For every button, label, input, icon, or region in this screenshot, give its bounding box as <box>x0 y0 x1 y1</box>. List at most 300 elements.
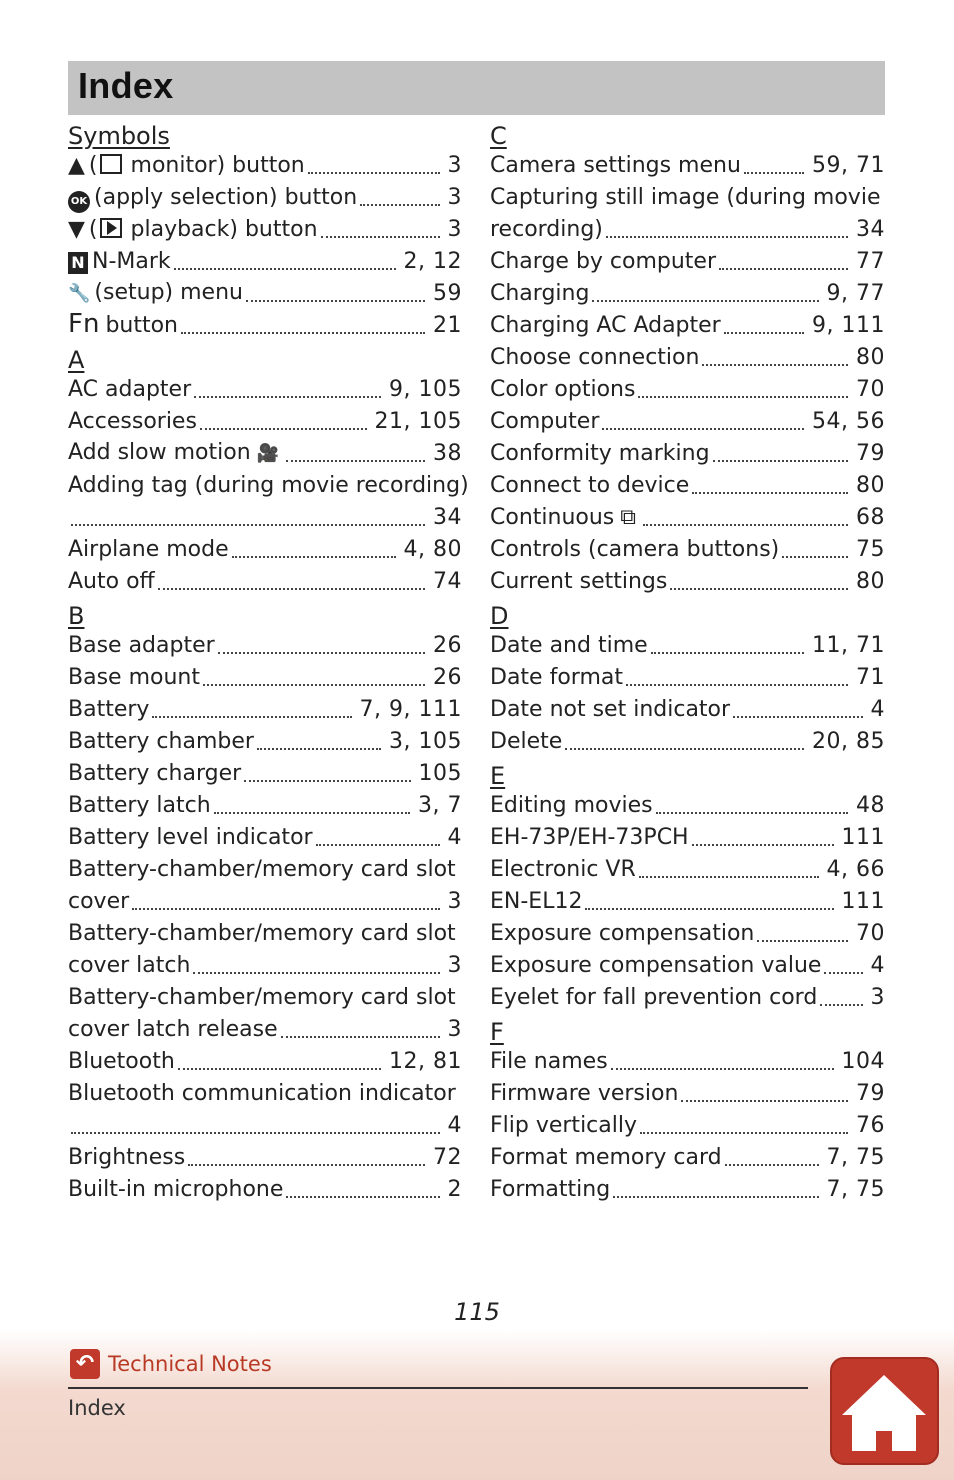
index-entry[interactable] <box>490 470 885 502</box>
index-entry-text: Firmware version <box>490 1081 679 1106</box>
dot-leader <box>670 588 848 590</box>
page-reference[interactable]: 7, 75 <box>826 1145 885 1170</box>
index-entry-label <box>490 1174 610 1206</box>
index-entry-text: Date and time <box>490 633 648 658</box>
section-link[interactable]: Technical Notes <box>108 1352 272 1376</box>
breadcrumb: Index <box>68 1396 126 1420</box>
page-reference[interactable]: 34 <box>433 505 462 530</box>
index-entry-label <box>490 502 640 534</box>
index-entry[interactable] <box>490 630 885 662</box>
index-entry-label <box>490 790 653 822</box>
index-entry-label <box>490 182 880 214</box>
index-entry-label <box>68 1142 185 1174</box>
section-heading <box>490 598 885 630</box>
index-entry-text: Battery-chamber/memory card slot <box>68 985 456 1010</box>
page-reference[interactable]: 80 <box>856 569 885 594</box>
index-entry[interactable] <box>68 630 462 662</box>
dot-leader <box>203 684 425 686</box>
dot-leader <box>71 1132 440 1134</box>
index-entry[interactable] <box>490 950 885 982</box>
index-entry-text: ( <box>88 153 98 178</box>
page-reference[interactable]: 111 <box>841 889 885 914</box>
index-entry[interactable] <box>490 982 885 1014</box>
index-entry-text: N-Mark <box>92 249 171 274</box>
dot-leader <box>733 716 862 718</box>
index-entry[interactable] <box>490 374 885 406</box>
dot-leader <box>639 876 819 878</box>
dot-leader <box>643 524 848 526</box>
index-entry-label <box>68 758 241 790</box>
index-entry[interactable] <box>68 150 462 182</box>
index-entry-text: Format memory card <box>490 1145 722 1170</box>
dot-leader <box>132 908 439 910</box>
page-reference[interactable]: 104 <box>841 1049 885 1074</box>
index-entry <box>68 854 462 886</box>
page-reference[interactable]: 71 <box>856 665 885 690</box>
index-entry <box>68 1078 462 1110</box>
index-entry-text: Capturing still image (during movie <box>490 185 881 210</box>
index-entry[interactable] <box>68 278 462 310</box>
dot-leader <box>719 268 848 270</box>
dot-leader <box>702 364 848 366</box>
page-reference[interactable]: 75 <box>856 537 885 562</box>
home-button[interactable] <box>830 1357 939 1465</box>
page-reference[interactable]: 7, 9, 111 <box>359 697 462 722</box>
dot-leader <box>602 428 804 430</box>
index-entry[interactable] <box>68 406 462 438</box>
index-entry[interactable] <box>68 438 462 470</box>
dot-leader <box>281 1036 440 1038</box>
index-entry[interactable] <box>68 1110 462 1142</box>
index-entry-text: Camera settings menu <box>490 153 741 178</box>
index-entry-label <box>490 726 562 758</box>
index-entry-label <box>68 1078 456 1110</box>
dot-leader <box>232 556 396 558</box>
section-heading-text: C <box>490 122 507 150</box>
index-entry-label <box>68 214 318 246</box>
dot-leader <box>246 300 425 302</box>
index-entry-label <box>68 662 200 694</box>
page-reference[interactable]: 4 <box>870 953 885 978</box>
index-entry-text: Built-in microphone <box>68 1177 284 1202</box>
dot-leader <box>640 1132 848 1134</box>
index-entry-label <box>490 214 603 246</box>
index-entry-text: Airplane mode <box>68 537 229 562</box>
index-entry-label <box>68 886 129 918</box>
index-entry-label <box>490 950 821 982</box>
page-reference[interactable]: 21 <box>433 313 462 338</box>
n-mark-icon: N <box>68 252 88 274</box>
index-entry-label <box>68 470 469 502</box>
index-entry[interactable] <box>490 150 885 182</box>
index-entry-label <box>68 726 254 758</box>
dot-leader <box>656 812 848 814</box>
index-entry-text: EH-73P/EH-73PCH <box>490 825 689 850</box>
index-entry[interactable] <box>490 886 885 918</box>
dot-leader <box>316 844 440 846</box>
index-entry[interactable] <box>490 790 885 822</box>
index-entry-text: Battery-chamber/memory card slot <box>68 921 456 946</box>
page-reference[interactable]: 3 <box>447 153 462 178</box>
index-entry-label <box>68 182 357 214</box>
page-reference[interactable]: 77 <box>856 249 885 274</box>
index-entry-label <box>68 566 155 598</box>
dot-leader <box>178 1068 381 1070</box>
index-entry-text: Base adapter <box>68 633 215 658</box>
index-entry-text: Brightness <box>68 1145 186 1170</box>
page-reference[interactable]: 4 <box>870 697 885 722</box>
page-reference[interactable]: 76 <box>856 1113 885 1138</box>
page-reference[interactable]: 54, 56 <box>812 409 885 434</box>
dot-leader <box>286 460 425 462</box>
index-entry-label <box>490 1142 722 1174</box>
index-entry[interactable] <box>68 790 462 822</box>
index-entry-text: (apply selection) button <box>94 185 358 210</box>
page-reference[interactable]: 7, 75 <box>826 1177 885 1202</box>
index-entry[interactable] <box>490 1046 885 1078</box>
index-entry[interactable] <box>68 1174 462 1206</box>
index-entry-label <box>68 277 243 310</box>
page-reference[interactable]: 74 <box>433 569 462 594</box>
index-entry-label <box>490 918 754 950</box>
index-entry-label <box>490 822 689 854</box>
page-reference[interactable]: 9, 111 <box>812 313 885 338</box>
index-entry-text-cont: monitor) button <box>123 153 305 178</box>
index-entry[interactable] <box>68 758 462 790</box>
index-entry-text: Controls (camera buttons) <box>490 537 780 562</box>
index-entry-text: Bluetooth <box>68 1049 175 1074</box>
index-entry-text-cont: playback) button <box>123 217 318 242</box>
index-entry[interactable] <box>490 278 885 310</box>
index-entry[interactable] <box>490 534 885 566</box>
page-reference[interactable]: 105 <box>418 761 462 786</box>
index-entry-label <box>490 406 599 438</box>
dot-leader <box>613 1196 818 1198</box>
index-entry-label <box>68 150 305 182</box>
back-arrow-icon[interactable]: ↶ <box>70 1349 100 1379</box>
index-entry-label <box>490 342 699 374</box>
index-entry-label <box>490 150 741 182</box>
section-heading <box>68 598 462 630</box>
index-entry[interactable] <box>68 662 462 694</box>
index-entry-label <box>68 1174 283 1206</box>
page-reference[interactable]: 59 <box>433 281 462 306</box>
index-entry-label <box>490 246 716 278</box>
movie-camera-icon: 🎥 <box>256 443 280 464</box>
page-number: 115 <box>454 1298 500 1326</box>
index-entry[interactable] <box>68 182 462 214</box>
index-entry <box>490 182 885 214</box>
index-entry[interactable] <box>68 1046 462 1078</box>
index-entry-text: Charging <box>490 281 590 306</box>
index-entry[interactable] <box>490 1142 885 1174</box>
page-reference[interactable]: 3 <box>447 1017 462 1042</box>
index-entry-label <box>490 470 689 502</box>
index-entry[interactable] <box>490 1110 885 1142</box>
page-reference[interactable]: 70 <box>856 921 885 946</box>
index-entry-text: Base mount <box>68 665 200 690</box>
index-entry-text: recording) <box>490 217 603 242</box>
page-reference[interactable]: 34 <box>856 217 885 242</box>
index-entry-label <box>68 534 229 566</box>
index-entry-label <box>490 662 623 694</box>
page-reference[interactable]: 20, 85 <box>812 729 885 754</box>
dot-leader <box>692 492 848 494</box>
down-triangle-icon: ▼ <box>68 217 85 242</box>
index-entry-label <box>68 374 191 406</box>
index-entry[interactable] <box>490 726 885 758</box>
dot-leader <box>286 1196 439 1198</box>
index-entry[interactable] <box>68 246 462 278</box>
dot-leader <box>193 972 439 974</box>
page-reference[interactable]: 3 <box>447 953 462 978</box>
page-reference[interactable]: 72 <box>433 1145 462 1170</box>
index-entry[interactable] <box>490 438 885 470</box>
index-entry[interactable] <box>490 822 885 854</box>
section-heading-text: F <box>490 1018 504 1046</box>
dot-leader <box>308 172 440 174</box>
page-reference[interactable]: 3 <box>447 185 462 210</box>
page-reference[interactable]: 3 <box>447 217 462 242</box>
page-reference[interactable]: 11, 71 <box>812 633 885 658</box>
page-reference[interactable]: 80 <box>856 345 885 370</box>
index-entry[interactable] <box>490 214 885 246</box>
page-reference[interactable]: 68 <box>856 505 885 530</box>
index-entry[interactable] <box>68 726 462 758</box>
section-heading-text: E <box>490 762 506 790</box>
dot-leader <box>214 812 410 814</box>
section-heading-text: D <box>490 602 509 630</box>
index-entry-text: Current settings <box>490 569 668 594</box>
index-entry-label <box>490 374 635 406</box>
index-entry-text: Computer <box>490 409 600 434</box>
page-reference[interactable]: 70 <box>856 377 885 402</box>
page-reference[interactable]: 4, 66 <box>826 857 885 882</box>
index-entry-text: cover latch <box>68 953 191 978</box>
page-reference[interactable]: 2 <box>447 1177 462 1202</box>
index-entry-text: cover <box>68 889 130 914</box>
index-entry-text: Color options <box>490 377 636 402</box>
index-entry-text: Flip vertically <box>490 1113 637 1138</box>
index-entry[interactable] <box>490 918 885 950</box>
dot-leader <box>824 972 862 974</box>
page-reference[interactable]: 38 <box>433 441 462 466</box>
section-heading <box>68 342 462 374</box>
page-reference[interactable]: 4 <box>447 1113 462 1138</box>
index-entry-text: Exposure compensation <box>490 921 755 946</box>
index-entry-text: button <box>105 313 179 338</box>
dot-leader <box>820 1004 862 1006</box>
dot-leader <box>606 236 848 238</box>
up-triangle-icon: ▲ <box>68 153 85 178</box>
index-entry-text: Delete <box>490 729 563 754</box>
index-entry-text: Exposure compensation value <box>490 953 822 978</box>
index-entry-text: cover latch release <box>68 1017 278 1042</box>
index-entry-text: Continuous <box>490 505 615 530</box>
dot-leader <box>757 940 848 942</box>
section-heading-text: B <box>68 602 85 630</box>
wrench-icon: 🔧 <box>68 283 91 304</box>
page-reference[interactable]: 9, 77 <box>826 281 885 306</box>
index-entry-text: AC adapter <box>68 377 192 402</box>
index-entry-text: Date format <box>490 665 623 690</box>
index-entry-label <box>490 278 589 310</box>
page-reference[interactable]: 9, 105 <box>389 377 462 402</box>
dot-leader <box>194 396 381 398</box>
index-entry-text: Auto off <box>68 569 155 594</box>
page-reference[interactable]: 3, 105 <box>389 729 462 754</box>
dot-leader <box>174 268 396 270</box>
index-entry[interactable] <box>68 310 462 342</box>
page-reference[interactable]: 59, 71 <box>812 153 885 178</box>
index-entry[interactable] <box>490 662 885 694</box>
index-entry-label <box>490 1046 608 1078</box>
dot-leader <box>724 332 804 334</box>
index-entry-text: Battery <box>68 697 150 722</box>
monitor-icon <box>100 154 122 174</box>
page-reference[interactable]: 26 <box>433 633 462 658</box>
dot-leader <box>257 748 381 750</box>
dot-leader <box>692 844 834 846</box>
index-entry-text: Adding tag (during movie recording) <box>68 473 469 498</box>
index-entry[interactable] <box>68 950 462 982</box>
index-entry-text: Battery level indicator <box>68 825 313 850</box>
page-reference[interactable]: 2, 12 <box>403 249 462 274</box>
ok-icon: OK <box>68 191 90 213</box>
index-entry-text: Choose connection <box>490 345 700 370</box>
playback-icon <box>100 218 122 238</box>
section-heading-text: A <box>68 346 85 374</box>
dot-leader <box>713 460 848 462</box>
dot-leader <box>181 332 425 334</box>
index-entry-label <box>68 822 313 854</box>
index-column-right <box>490 118 885 1206</box>
index-entry[interactable] <box>490 342 885 374</box>
continuous-shooting-icon: ⧉ <box>620 505 636 530</box>
index-entry-label <box>68 950 190 982</box>
index-entry-label <box>490 438 710 470</box>
index-entry-label <box>68 790 211 822</box>
index-entry-label <box>490 886 582 918</box>
page-reference[interactable]: 26 <box>433 665 462 690</box>
footer-divider <box>68 1387 808 1389</box>
dot-leader <box>611 1068 834 1070</box>
index-entry-text: Battery chamber <box>68 729 254 754</box>
index-entry-text: Bluetooth communication indicator <box>68 1081 456 1106</box>
index-entry[interactable] <box>490 406 885 438</box>
page-reference[interactable]: 4 <box>447 825 462 850</box>
page-reference[interactable]: 80 <box>856 473 885 498</box>
section-heading <box>490 118 885 150</box>
index-entry[interactable] <box>490 694 885 726</box>
index-entry-label <box>490 310 721 342</box>
index-entry[interactable] <box>68 886 462 918</box>
dot-leader <box>152 716 351 718</box>
index-entry-text: Charge by computer <box>490 249 717 274</box>
index-entry-text: Battery-chamber/memory card slot <box>68 857 456 882</box>
index-column-left <box>68 118 469 1206</box>
dot-leader <box>321 236 440 238</box>
page-reference[interactable]: 21, 105 <box>374 409 462 434</box>
dot-leader <box>158 588 425 590</box>
index-entry[interactable] <box>68 534 462 566</box>
page-reference[interactable]: 12, 81 <box>389 1049 462 1074</box>
index-entry-label <box>490 566 667 598</box>
index-entry-text: Electronic VR <box>490 857 636 882</box>
index-entry[interactable] <box>68 374 462 406</box>
dot-leader <box>71 524 425 526</box>
index-entry-label <box>68 694 149 726</box>
dot-leader <box>782 556 848 558</box>
index-entry[interactable] <box>68 822 462 854</box>
page-reference[interactable]: 48 <box>856 793 885 818</box>
index-entry-text: Eyelet for fall prevention cord <box>490 985 818 1010</box>
page-reference[interactable]: 111 <box>841 825 885 850</box>
dot-leader <box>638 396 848 398</box>
index-entry[interactable] <box>490 246 885 278</box>
index-entry[interactable] <box>68 214 462 246</box>
index-entry-label <box>68 918 456 950</box>
dot-leader <box>218 652 425 654</box>
index-entry[interactable] <box>490 1078 885 1110</box>
index-entry-text: Charging AC Adapter <box>490 313 721 338</box>
index-entry[interactable] <box>68 502 462 534</box>
index-entry-label <box>68 437 283 470</box>
dot-leader <box>681 1100 848 1102</box>
page-reference[interactable]: 3 <box>447 889 462 914</box>
dot-leader <box>592 300 818 302</box>
index-entry-label <box>490 534 779 566</box>
dot-leader <box>725 1164 819 1166</box>
page-reference[interactable]: 4, 80 <box>403 537 462 562</box>
index-entry[interactable] <box>490 854 885 886</box>
index-entry[interactable] <box>490 1174 885 1206</box>
index-entry[interactable] <box>68 694 462 726</box>
index-entry-label <box>490 854 636 886</box>
index-entry-label <box>68 1046 175 1078</box>
index-entry[interactable] <box>490 310 885 342</box>
page-reference[interactable]: 3 <box>870 985 885 1010</box>
index-entry[interactable] <box>68 1014 462 1046</box>
page-reference[interactable]: 3, 7 <box>418 793 462 818</box>
index-entry-label <box>68 406 197 438</box>
index-entry-text: Editing movies <box>490 793 653 818</box>
index-entry[interactable] <box>490 566 885 598</box>
index-entry[interactable] <box>68 566 462 598</box>
home-icon <box>832 1359 937 1463</box>
index-entry[interactable] <box>490 502 885 534</box>
index-entry <box>68 982 462 1014</box>
index-entry[interactable] <box>68 1142 462 1174</box>
index-entry-text: Connect to device <box>490 473 690 498</box>
dot-leader <box>651 652 804 654</box>
index-entry-text: Battery latch <box>68 793 211 818</box>
index-entry-text: Accessories <box>68 409 197 434</box>
index-entry-text: File names <box>490 1049 608 1074</box>
dot-leader <box>244 780 410 782</box>
fn-icon: Fn <box>68 309 100 339</box>
index-entry <box>68 470 469 502</box>
index-entry <box>68 918 462 950</box>
page-reference[interactable]: 79 <box>856 441 885 466</box>
index-entry-label <box>490 1110 637 1142</box>
dot-leader <box>360 204 439 206</box>
index-entry-label <box>490 694 730 726</box>
index-entry-text: Conformity marking <box>490 441 710 466</box>
dot-leader <box>744 172 804 174</box>
page-reference[interactable]: 79 <box>856 1081 885 1106</box>
index-entry-label <box>68 982 456 1014</box>
